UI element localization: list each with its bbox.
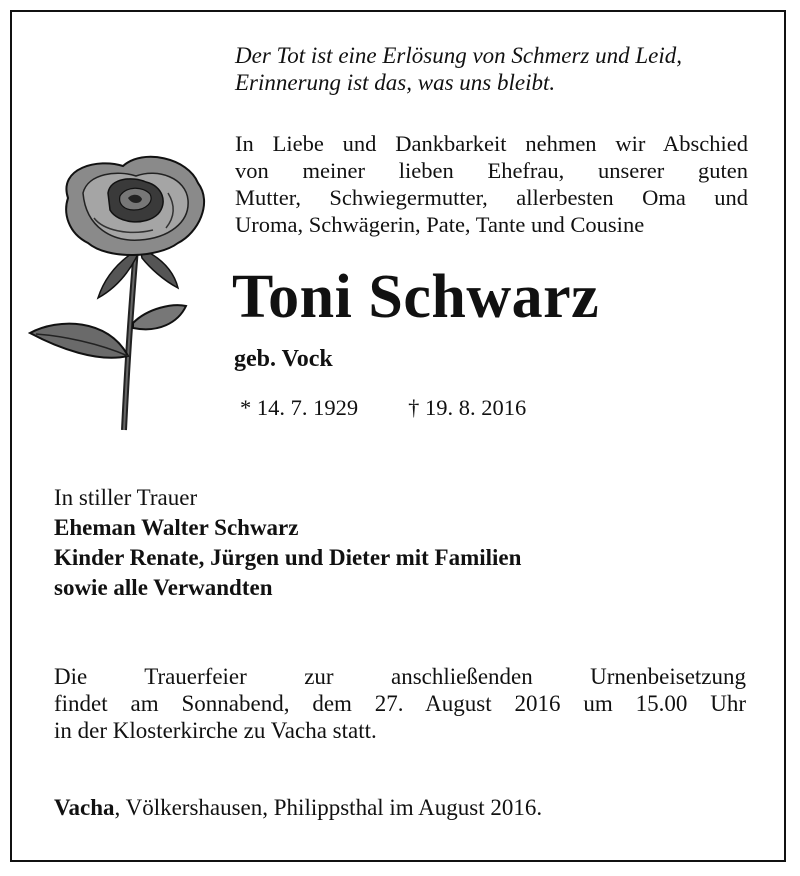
ceremony-line: in der Klosterkirche zu Vacha statt. (54, 718, 377, 743)
farewell-line: Mutter, Schwiegermutter, allerbesten Oma und (235, 185, 748, 210)
place-rest: , Völkershausen, Philippsthal im August 2016. (114, 795, 543, 820)
ceremony-line: Die Trauerfeier zur anschließenden Urnenbeisetzung (54, 664, 746, 689)
mourner-line: Eheman Walter Schwarz (54, 515, 299, 540)
farewell-line: In Liebe und Dankbarkeit nehmen wir Abschied (235, 131, 748, 156)
farewell-line: von meiner lieben Ehefrau, unserer guten (235, 158, 748, 183)
mourning-intro: In stiller Trauer (54, 485, 198, 510)
motto-quote (235, 42, 755, 96)
mourner-line: Kinder Renate, Jürgen und Dieter mit Familien (54, 545, 522, 570)
motto-line: Erinnerung ist das, was uns bleibt. (235, 70, 556, 95)
maiden-name: geb. Vock (234, 346, 333, 372)
ceremony-text (54, 663, 746, 744)
death-date: † 19. 8. 2016 (408, 395, 527, 420)
ceremony-line: findet am Sonnabend, dem 27. August 2016 um 15.00 Uhr (54, 691, 746, 716)
mourner-line: sowie alle Verwandten (54, 575, 273, 600)
place-date-line (54, 793, 542, 823)
farewell-text (235, 130, 748, 238)
birth-date: * 14. 7. 1929 (240, 395, 359, 420)
mourners-block (54, 483, 521, 603)
deceased-name: Toni Schwarz (232, 263, 600, 331)
rose-icon (28, 148, 218, 433)
farewell-line: Uroma, Schwägerin, Pate, Tante und Cousine (235, 212, 645, 237)
place-town: Vacha (54, 795, 115, 820)
motto-line: Der Tot ist eine Erlösung von Schmerz und Leid, (235, 43, 682, 68)
life-dates (240, 394, 526, 422)
